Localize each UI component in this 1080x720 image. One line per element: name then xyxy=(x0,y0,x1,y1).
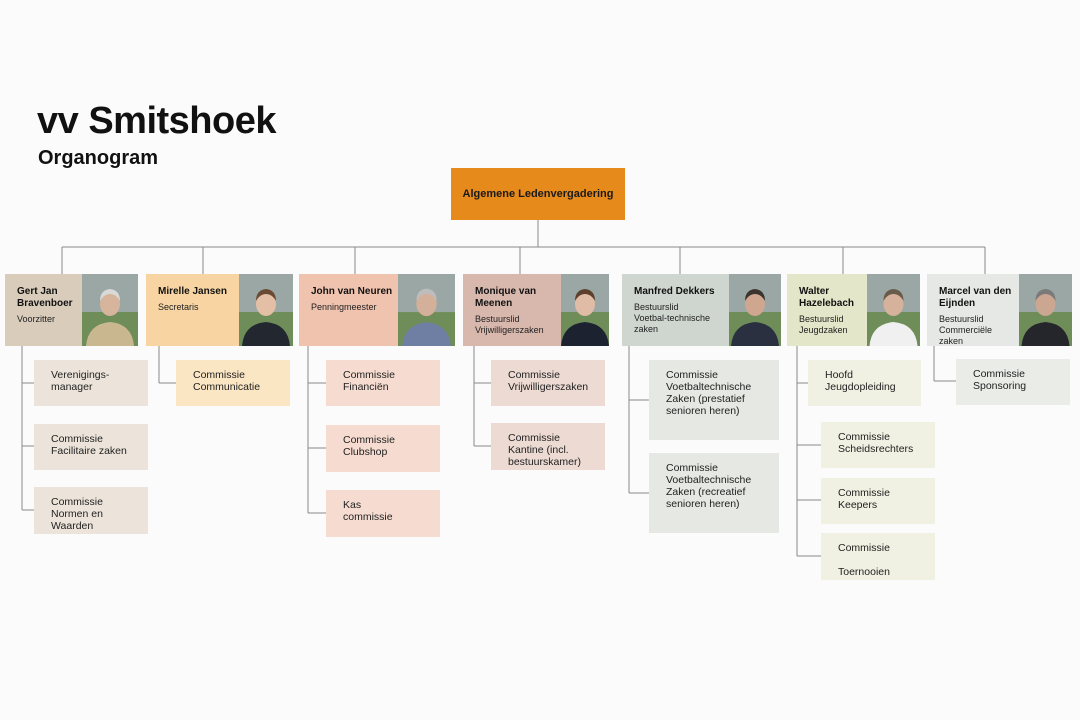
member-role: Bestuurslid Commerciële zaken xyxy=(939,314,993,346)
committee-box: Commissie Scheidsrechters xyxy=(821,422,935,468)
member-photo xyxy=(729,274,781,346)
member-info xyxy=(299,274,398,346)
member-card-walter-hazelebach xyxy=(787,274,920,346)
committee-box: Commissie Facilitaire zaken xyxy=(34,424,148,470)
member-name: Monique van Meenen xyxy=(475,286,537,309)
committee-box: Commissie Keepers xyxy=(821,478,935,524)
committee-box: Commissie Voetbaltechnische Zaken (recreatief senioren heren) xyxy=(649,453,779,533)
member-role: Bestuurslid Jeugdzaken xyxy=(799,314,848,335)
member-role: Bestuurslid Voetbal-technische zaken xyxy=(634,302,711,334)
member-info xyxy=(622,274,729,346)
member-info xyxy=(927,274,1019,346)
committee-box: Commissie Financiën xyxy=(326,360,440,406)
committee-box: Hoofd Jeugdopleiding xyxy=(808,360,921,406)
committee-box: Kas commissie xyxy=(326,490,440,537)
committee-box: Commissie Sponsoring xyxy=(956,359,1070,405)
member-name: Mirelle Jansen xyxy=(158,286,227,297)
member-role: Secretaris xyxy=(158,302,199,312)
member-photo xyxy=(398,274,455,346)
member-name: Manfred Dekkers xyxy=(634,286,715,297)
member-info xyxy=(146,274,239,346)
committee-box: Commissie Toernooien xyxy=(821,533,935,580)
member-info xyxy=(787,274,867,346)
committee-box: Verenigings- manager xyxy=(34,360,148,406)
member-card-gert-jan-bravenboer xyxy=(5,274,138,346)
member-name: Gert Jan Bravenboer xyxy=(17,286,73,309)
member-card-john-van-neuren xyxy=(299,274,455,346)
member-name: Marcel van den Eijnden xyxy=(939,286,1012,309)
member-info xyxy=(463,274,561,346)
member-card-marcel-van-den-eijnden xyxy=(927,274,1072,346)
page-subtitle: Organogram xyxy=(38,147,159,169)
committee-box: Commissie Communicatie xyxy=(176,360,290,406)
member-photo xyxy=(82,274,138,346)
page-title: vv Smitshoek xyxy=(37,100,276,142)
committee-box: Commissie Clubshop xyxy=(326,425,440,472)
member-role: Voorzitter xyxy=(17,314,56,324)
member-photo xyxy=(561,274,609,346)
member-photo xyxy=(867,274,920,346)
member-name: John van Neuren xyxy=(311,286,393,297)
member-role: Penningmeester xyxy=(311,302,377,312)
committee-box: Commissie Vrijwilligerszaken xyxy=(491,360,605,406)
member-name: Walter Hazelebach xyxy=(799,286,855,309)
committee-box: Commissie Voetbaltechnische Zaken (prestatief senioren heren) xyxy=(649,360,779,440)
member-card-mirelle-jansen xyxy=(146,274,293,346)
member-info xyxy=(5,274,82,346)
top-box-algemene-ledenvergadering: Algemene Ledenvergadering xyxy=(451,168,625,220)
member-photo xyxy=(1019,274,1072,346)
member-card-monique-van-meenen xyxy=(463,274,609,346)
member-card-manfred-dekkers xyxy=(622,274,781,346)
member-role: Bestuurslid Vrijwilligerszaken xyxy=(475,314,544,335)
committee-box: Commissie Kantine (incl. bestuurskamer) xyxy=(491,423,605,470)
committee-box: Commissie Normen en Waarden xyxy=(34,487,148,534)
member-photo xyxy=(239,274,293,346)
